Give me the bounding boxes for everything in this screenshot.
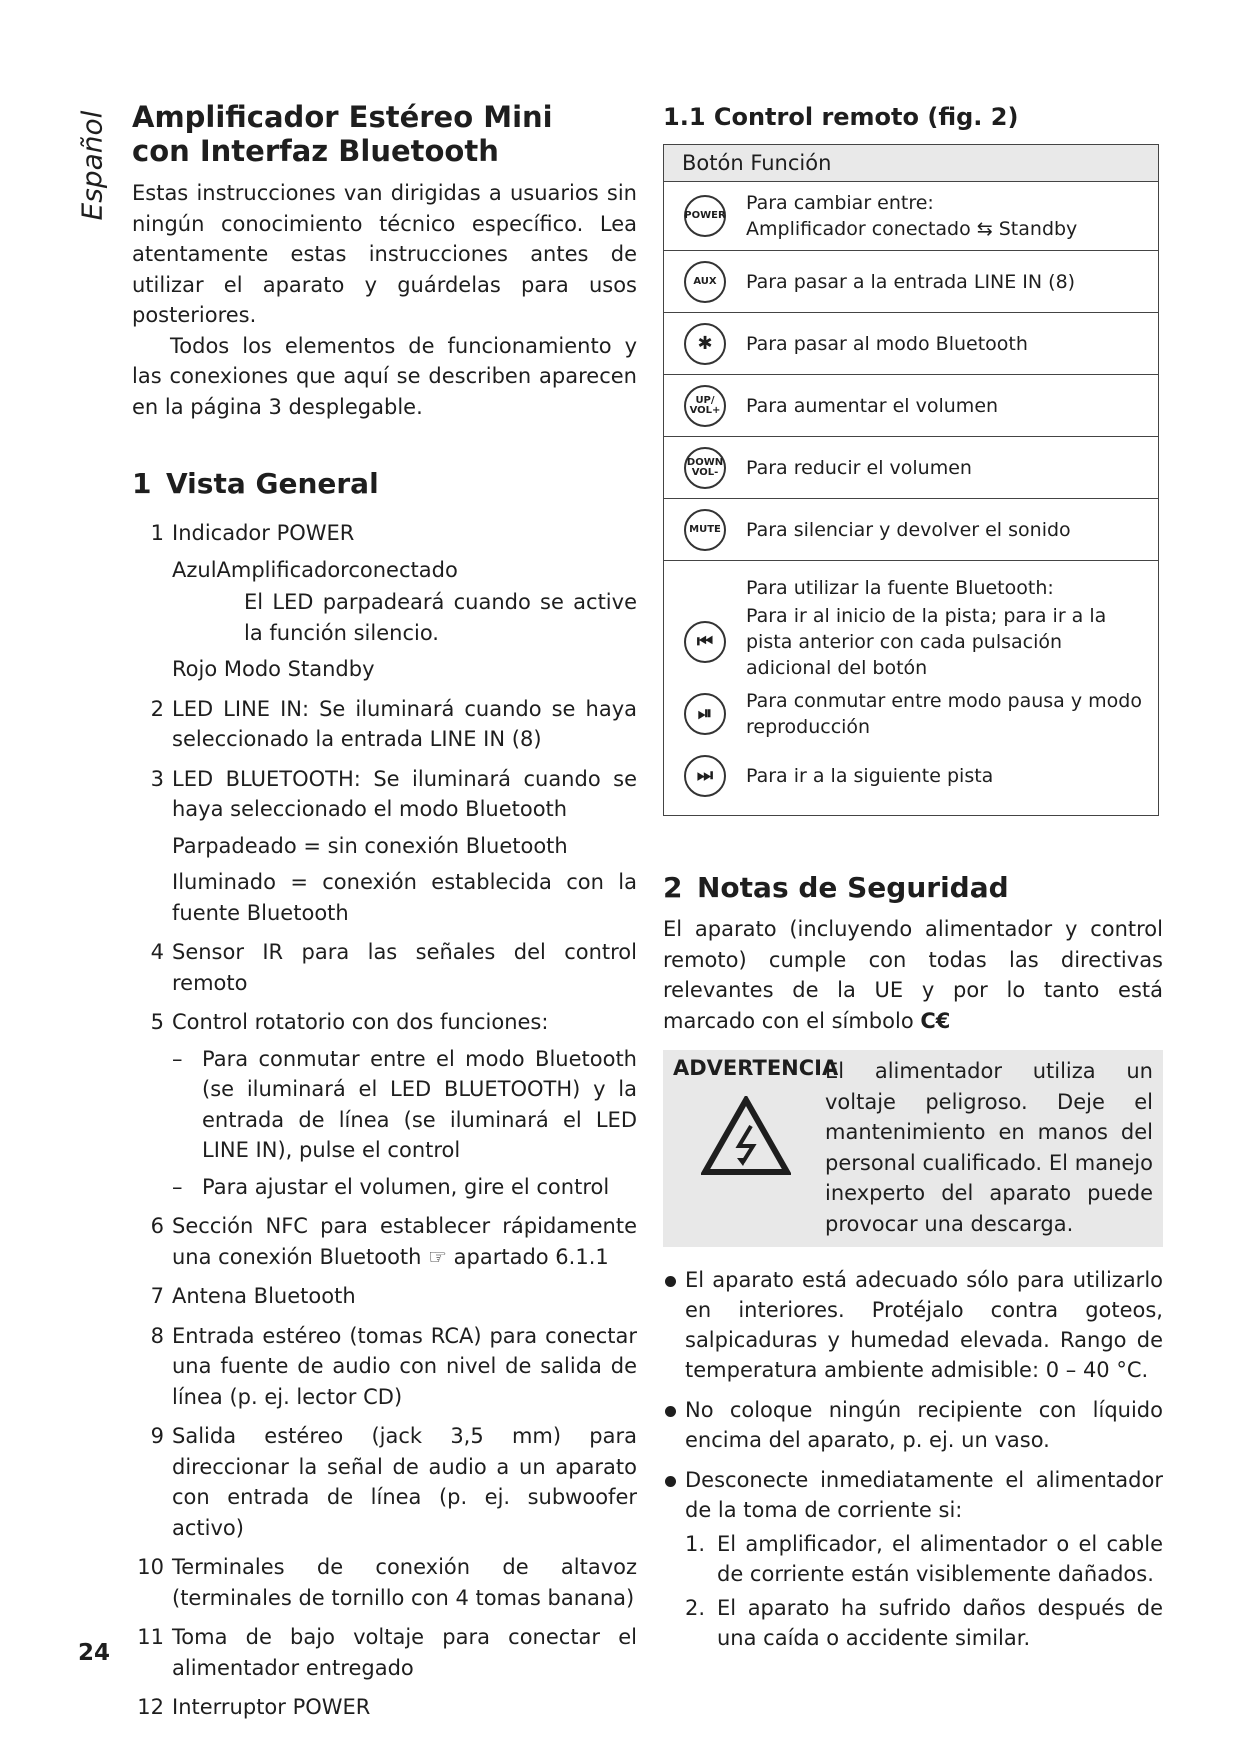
next-track-icon: ⏭ [684, 755, 726, 797]
overview-item-11 [132, 1622, 637, 1683]
item-dash-turn: – Para ajustar el volumen, gire el control [172, 1172, 637, 1203]
item-dash-press: – Para conmutar entre el modo Bluetooth (se iluminará el LED BLUETOOTH) y la entrada de línea (se iluminará el LED LINE IN), pulse el control [172, 1044, 637, 1166]
warning-box [663, 1050, 1163, 1247]
volume-down-button-icon: DOWN VOL- [684, 447, 726, 489]
item-number: 6 [150, 1214, 164, 1238]
item-number: 10 [137, 1555, 164, 1579]
overview-item-5 [132, 1007, 637, 1202]
item-number: 4 [150, 940, 164, 964]
table-row-vol-up [664, 375, 1159, 437]
table-row-vol-down [664, 437, 1159, 499]
play-pause-row [664, 683, 1158, 745]
numbered-item-text: El aparato ha sufrido daños después de una caída o accidente similar. [717, 1596, 1163, 1650]
warning-left [673, 1056, 839, 1239]
overview-item-9 [132, 1421, 637, 1543]
safety-bullet-3-text: Desconecte inmediatamente el alimentador de la toma de corriente si: [685, 1468, 1163, 1522]
overview-item-2 [132, 694, 637, 755]
safety-title: Notas de Seguridad [697, 871, 1009, 904]
item-text: Indicador POWER [172, 521, 355, 545]
overview-item-10 [132, 1552, 637, 1613]
numbered-item-number: 2. [685, 1596, 706, 1620]
remote-control-table [663, 144, 1159, 816]
remote-heading: 1.1 Control remoto (fig. 2) [663, 103, 1019, 131]
play-pause-icon: ⏯ [684, 693, 726, 735]
item-text: Toma de bajo voltaje para conectar el alimentador entregado [172, 1625, 637, 1680]
item-text: Interruptor POWER [172, 1695, 371, 1719]
overview-item-3 [132, 764, 637, 929]
item-number: 5 [150, 1010, 164, 1034]
table-row-mute [664, 499, 1159, 561]
item-text: Terminales de conexión de altavoz (terminales de tornillo con 4 tomas banana) [172, 1555, 637, 1610]
right-column [663, 102, 1163, 1663]
numbered-item-text: El amplificador, el alimentador o el cable de corriente están visiblemente dañados. [717, 1532, 1163, 1586]
next-track-function: Para ir a la siguiente pista [746, 765, 994, 787]
bluetooth-function: Para pasar al modo Bluetooth [746, 313, 1159, 375]
item-detail-blink: El LED parpadeará cuando se active la función silencio. [244, 590, 637, 645]
safety-number: 2 [663, 871, 683, 904]
item-detail-red: Rojo Modo Standby [172, 657, 375, 681]
aux-function: Para pasar a la entrada LINE IN (8) [746, 251, 1159, 313]
table-row-bluetooth-source [664, 561, 1159, 816]
high-voltage-warning-icon [701, 1096, 791, 1176]
item-number: 7 [150, 1284, 164, 1308]
safety-numbered-list [685, 1529, 1163, 1653]
power-function-line-2: Amplificador conectado ⇆ Standby [746, 218, 1078, 240]
overview-item-7 [132, 1281, 637, 1312]
overview-item-12 [132, 1692, 637, 1723]
item-number: 12 [137, 1695, 164, 1719]
overview-item-4 [132, 937, 637, 998]
bluetooth-source-heading: Para utilizar la fuente Bluetooth: [746, 577, 1054, 599]
page-number: 24 [78, 1640, 111, 1666]
item-detail-lit: Iluminado = conexión establecida con la fuente Bluetooth [172, 870, 637, 925]
table-row-aux [664, 251, 1159, 313]
overview-item-8 [132, 1321, 637, 1413]
safety-bullet-3 [663, 1465, 1163, 1653]
numbered-item-2 [685, 1593, 1163, 1653]
intro-paragraph-1: Estas instrucciones van dirigidas a usuarios sin ningún conocimiento técnico específico. Lea atentamente estas instrucciones antes de utilizar el aparato y guárdelas para usos posteriores. [132, 181, 637, 327]
intro-paragraph-2: Todos los elementos de funcionamiento y las conexiones que aquí se describen aparecen en la página 3 desplegable. [132, 333, 637, 419]
title-line-1: Amplificador Estéreo Mini [132, 100, 553, 134]
overview-list [132, 518, 637, 1723]
warning-text: El alimentador utiliza un voltaje peligroso. Deje el mantenimiento en manos del personal cualificado. El manejo inexperto del aparato puede provocar una descarga. [825, 1059, 1153, 1236]
previous-track-row [664, 601, 1158, 683]
aux-button-icon: AUX [684, 261, 726, 303]
safety-bullet-1: El aparato está adecuado sólo para utilizarlo en interiores. Protéjalo contra goteos, salpicaduras y humedad elevada. Rango de temperatura ambiente admisible: 0 – 40 °C. [663, 1265, 1163, 1385]
item-text: LED LINE IN: Se iluminará cuando se haya seleccionado la entrada LINE IN (8) [172, 696, 637, 751]
mute-function: Para silenciar y devolver el sonido [746, 499, 1159, 561]
table-row-power [664, 182, 1159, 251]
warning-label: ADVERTENCIA [673, 1056, 839, 1080]
vol-up-function: Para aumentar el volumen [746, 375, 1159, 437]
power-button-icon: POWER [684, 195, 726, 237]
next-track-row [664, 745, 1158, 807]
safety-heading [663, 872, 1163, 904]
table-row-bluetooth [664, 313, 1159, 375]
overview-item-6 [132, 1211, 637, 1272]
safety-intro-text: El aparato (incluyendo alimentador y control remoto) cumple con todas las directivas relevantes de la UE y por lo tanto está marcado con el símbolo [663, 917, 1163, 1033]
item-detail-blinking: Parpadeado = sin conexión Bluetooth [172, 833, 568, 858]
overview-number: 1 [132, 467, 152, 500]
numbered-item-number: 1. [685, 1532, 706, 1556]
item-number: 2 [150, 696, 164, 721]
item-text: Entrada estéreo (tomas RCA) para conectar una fuente de audio con nivel de salida de línea (p. ej. lector CD) [172, 1323, 637, 1409]
bluetooth-button-icon: ✱ [684, 323, 726, 365]
item-text: LED BLUETOOTH: Se iluminará cuando se haya seleccionado el modo Bluetooth [172, 766, 637, 821]
safety-bullets [663, 1265, 1163, 1653]
item-detail-blue: AzulAmplificadorconectado [172, 557, 458, 582]
left-column [132, 100, 637, 1732]
previous-track-function: Para ir al inicio de la pista; para ir a la pista anterior con cada pulsación adicional del botón [746, 605, 1107, 679]
overview-heading [132, 468, 637, 500]
vol-down-function: Para reducir el volumen [746, 437, 1159, 499]
safety-bullet-2: No coloque ningún recipiente con líquido encima del aparato, p. ej. un vaso. [663, 1395, 1163, 1455]
table-header: Botón Función [664, 145, 1159, 182]
language-tab [72, 100, 112, 230]
item-text: Antena Bluetooth [172, 1284, 356, 1308]
volume-up-button-icon: UP/ VOL+ [684, 385, 726, 427]
item-text: Salida estéreo (jack 3,5 mm) para direccionar la señal de audio a un aparato con entrada de línea (p. ej. subwoofer activo) [172, 1424, 637, 1540]
item-text: Control rotatorio con dos funciones: [172, 1010, 549, 1034]
power-function-line-1: Para cambiar entre: [746, 192, 934, 214]
title-line-2: con Interfaz Bluetooth [132, 134, 499, 168]
numbered-item-1 [685, 1529, 1163, 1589]
safety-intro [663, 914, 1163, 1036]
item-number: 1 [150, 521, 164, 545]
language-tab-label: Español [75, 110, 109, 220]
play-pause-function: Para conmutar entre modo pausa y modo reproducción [746, 690, 1142, 738]
item-text: Sección NFC para establecer rápidamente una conexión Bluetooth ☞ apartado 6.1.1 [172, 1214, 637, 1269]
document-title [132, 100, 637, 168]
item-number: 9 [150, 1424, 164, 1448]
item-text: Sensor IR para las señales del control remoto [172, 940, 637, 995]
item-number: 3 [150, 766, 164, 791]
previous-track-icon: ⏮ [684, 621, 726, 663]
mute-button-icon: MUTE [684, 509, 726, 551]
overview-item-1 [132, 518, 637, 685]
ce-mark: C€ [920, 1008, 951, 1033]
item-number: 8 [150, 1323, 164, 1348]
overview-title: Vista General [166, 467, 379, 500]
item-number: 11 [137, 1625, 164, 1649]
